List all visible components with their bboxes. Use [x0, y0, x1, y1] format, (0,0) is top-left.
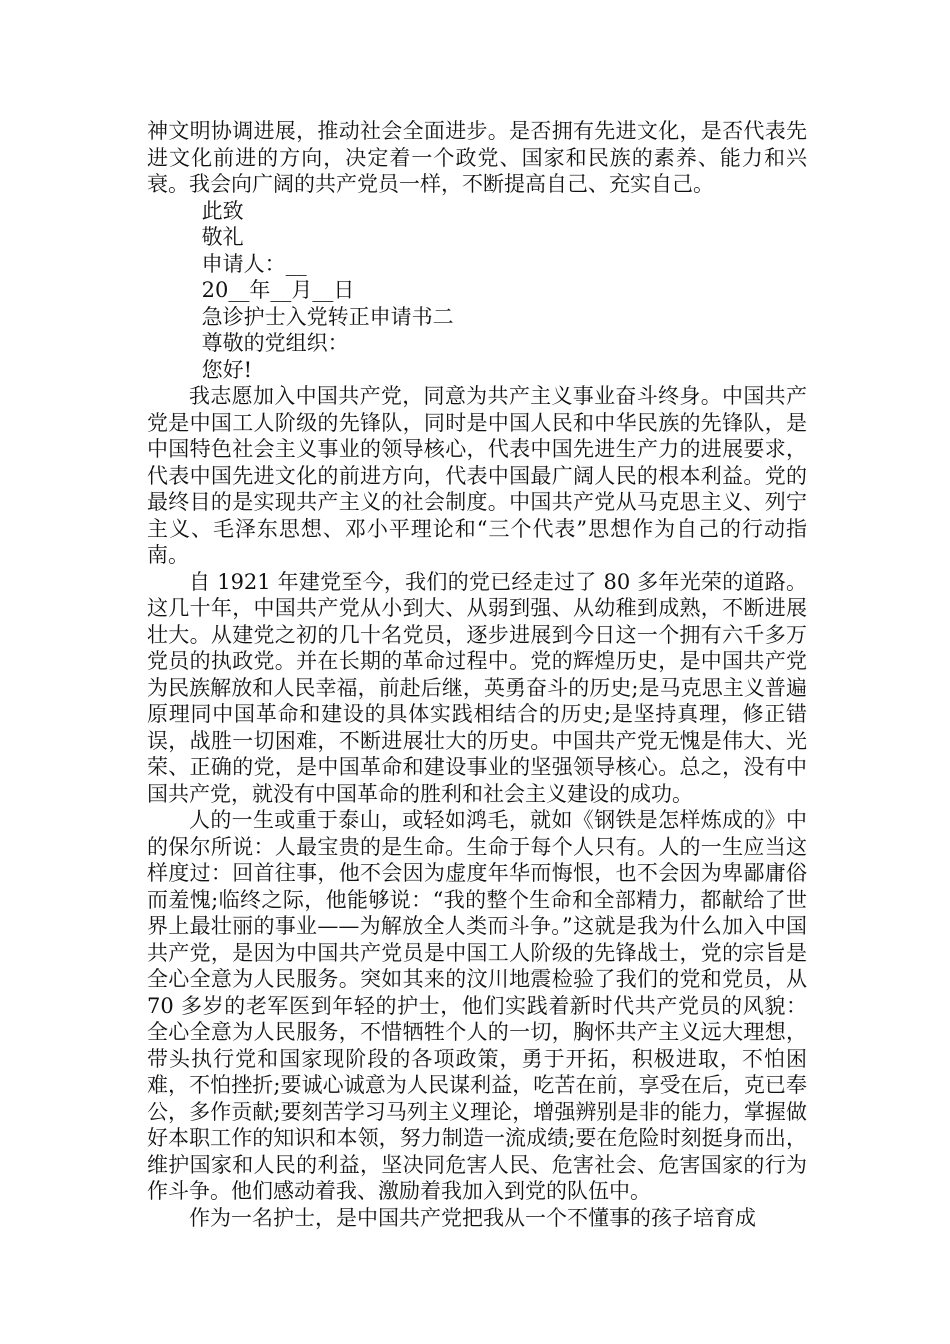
greeting-recipient: 尊敬的党组织： — [201, 331, 349, 355]
greeting-hello: 您好! — [201, 357, 253, 382]
paragraph-history: 自 1921 年建党至今，我们的党已经走过了 80 多年光荣的道路。这几十年，中国共产党从小到大、从弱到强、从幼稚到成熟，不断进展壮大。从建党之初的几十名党员，逐步进展到今日这一个拥有六千多万党员的执政党。并在长期的革命过程中。党的辉煌历史，是中国共产党为民族解放和人民幸福，前赴后继，英勇奋斗的历史;是马克思主义普遍原理同中国革命和建设的具体实践相结合的历史;是坚持真理，修正错误，战胜一切困难，不断进展壮大的历史。中国共产党无愧是伟大、光荣、正确的党，是中国革命和建设事业的坚强领导核心。总之，没有中国共产党，就没有中国革命的胜利和社会主义建设的成功。 — [147, 569, 807, 806]
paragraph-nurse: 作为一名护士，是中国共产党把我从一个不懂事的孩子培育成 — [189, 1205, 756, 1230]
closing-salutation: 此致 — [201, 198, 244, 223]
paragraph-intro: 我志愿加入中国共产党，同意为共产主义事业奋斗终身。中国共产党是中国工人阶级的先锋队，同时是中国人民和中华民族的先锋队，是中国特色社会主义事业的领导核心，代表中国先进生产力的进展要求，代表中国先进文化的前进方向，代表中国最广阔人民的根本利益。党的最终目的是实现共产主义的社会制度。中国共产党从马克思主义、列宁主义、毛泽东思想、邓小平理论和“三个代表”思想作为自己的行动指南。 — [147, 384, 807, 567]
paragraph-motivation: 人的一生或重于泰山，或轻如鸿毛，就如《钢铁是怎样炼成的》中的保尔所说：人最宝贵的是生命。生命于每个人只有。人的一生应当这样度过：回首往事，他不会因为虚度年华而悔恨，也不会因为卑鄙庸俗而羞愧;临终之际，他能够说：“我的整个生命和全部精力，都献给了世界上最壮丽的事业——为解放全人类而斗争。”这就是我为什么加入中国共产党，是因为中国共产党员是中国工人阶级的先锋战士，党的宗旨是全心全意为人民服务。突如其来的汶川地震检验了我们的党和党员，从 70 多岁的老军医到年轻的护士，他们实践着新时代共产党员的风貌：全心全意为人民服务，不惜牺牲个人的一切，胸怀共产主义远大理想，带头执行党和国家现阶段的各项政策，勇于开拓，积极进取，不怕困难，不怕挫折;要诚心诚意为人民谋利益，吃苦在前，享受在后，克已奉公，多作贡献;要刻苦学习马列主义理论，增强辨别是非的能力，掌握做好本职工作的知识和本领，努力制造一流成绩;要在危险时刻挺身而出，维护国家和人民的利益，坚决同危害人民、危害社会、危害国家的行为作斗争。他们感动着我、激励着我加入到党的队伍中。 — [147, 808, 807, 1203]
document-body — [147, 118, 807, 1231]
closing-regards: 敬礼 — [201, 225, 244, 249]
paragraph-continuation: 神文明协调进展，推动社会全面进步。是否拥有先进文化，是否代表先进文化前进的方向，决定着一个政党、国家和民族的素养、能力和兴衰。我会向广阔的共产党员一样，不断提高自己、充实自己。 — [147, 119, 807, 196]
applicant-line: 申请人：__ — [201, 251, 307, 276]
section-title: 急诊护士入党转正申请书二 — [201, 304, 454, 329]
date-line: 20__年__月__日 — [201, 278, 355, 302]
